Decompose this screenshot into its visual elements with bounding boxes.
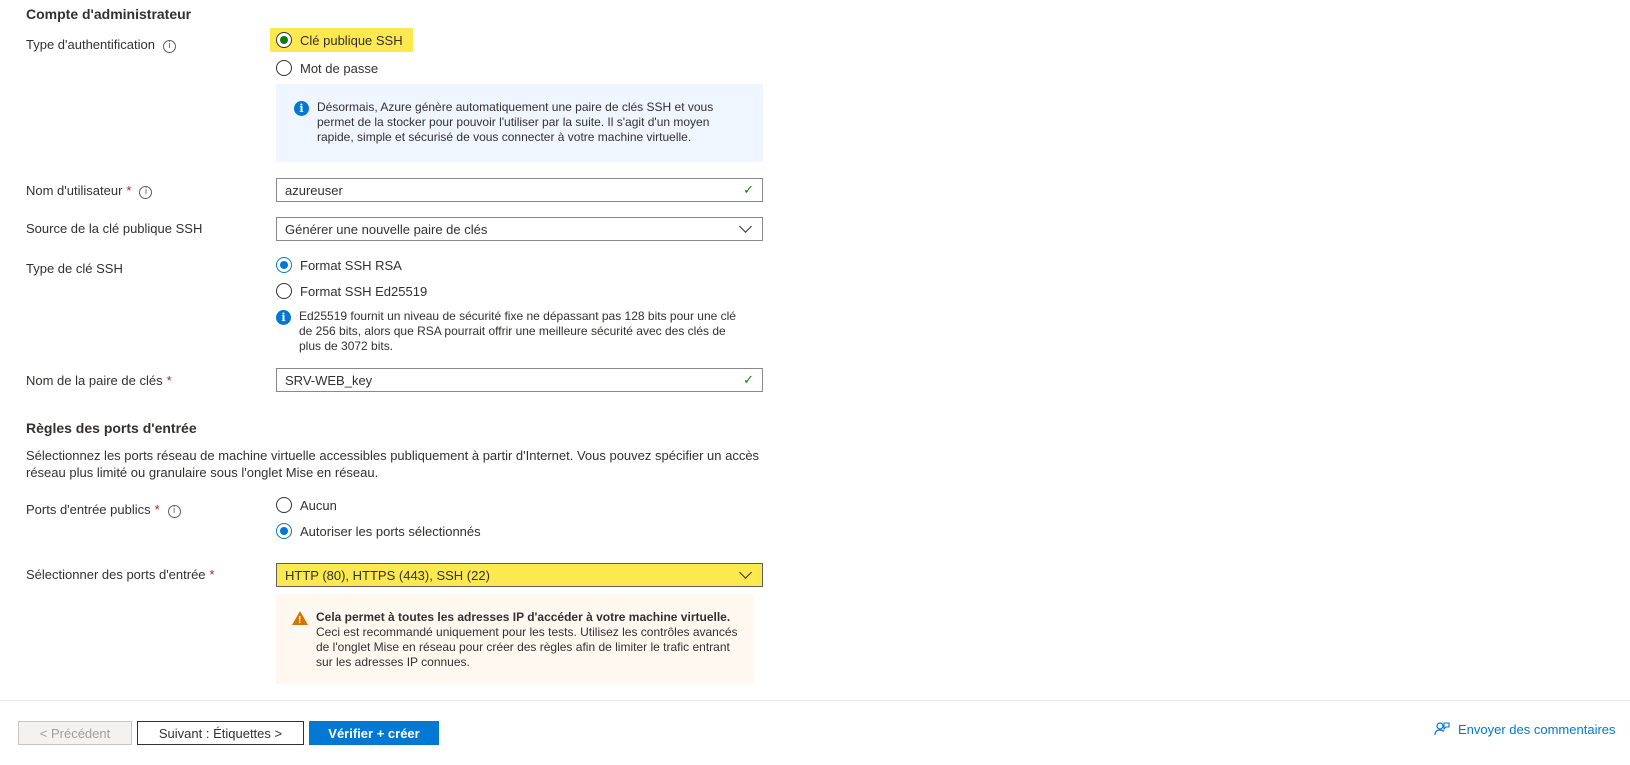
- radio-checked-icon[interactable]: [276, 32, 292, 48]
- ssh-info-box: [276, 84, 763, 162]
- feedback-label: Envoyer des commentaires: [1458, 721, 1616, 737]
- radio-label: Format SSH Ed25519: [300, 283, 428, 299]
- radio-label: Clé publique SSH: [300, 32, 403, 48]
- previous-button[interactable]: < Précédent: [18, 721, 132, 745]
- key-type-label: Type de clé SSH: [26, 261, 123, 276]
- radio-label: Aucun: [300, 497, 337, 513]
- feedback-icon: [1434, 721, 1450, 737]
- radio-checked-icon[interactable]: [276, 523, 292, 539]
- radio-label: Mot de passe: [300, 60, 379, 76]
- radio-label: Autoriser les ports sélectionnés: [300, 523, 481, 539]
- feedback-link[interactable]: [1434, 721, 1616, 737]
- info-filled-icon: i: [276, 310, 291, 325]
- radio-ssh-rsa[interactable]: [276, 257, 402, 273]
- key-pair-label: Nom de la paire de clés *: [26, 373, 172, 388]
- warning-title: Cela permet à toutes les adresses IP d'accéder à votre machine virtuelle.: [316, 610, 731, 624]
- ports-section-title: Règles des ports d'entrée: [26, 420, 197, 436]
- key-pair-input[interactable]: SRV-WEB_key ✓: [276, 368, 763, 392]
- check-icon: ✓: [743, 182, 754, 197]
- key-type-info: [276, 309, 746, 354]
- select-ports-dropdown[interactable]: HTTP (80), HTTPS (443), SSH (22): [276, 563, 763, 587]
- review-create-button[interactable]: Vérifier + créer: [309, 721, 439, 745]
- key-type-info-text: Ed25519 fournit un niveau de sécurité fixe ne dépassant pas 128 bits pour une clé de 256 bits, alors que RSA pourrait offrir une meilleure sécurité avec des clés de plus de 3072 bits.: [299, 309, 736, 353]
- radio-ssh-public-key[interactable]: [270, 28, 413, 52]
- footer-separator: [0, 700, 1630, 701]
- public-ports-label: Ports d'entrée publics * i: [26, 502, 181, 518]
- username-label: Nom d'utilisateur * i: [26, 183, 152, 199]
- auth-type-label: Type d'authentification i: [26, 37, 176, 53]
- radio-unchecked-icon[interactable]: [276, 60, 292, 76]
- radio-unchecked-icon[interactable]: [276, 497, 292, 513]
- warning-text: Ceci est recommandé uniquement pour les tests. Utilisez les contrôles avancés de l'onglet Mise en réseau pour créer des règles afin de limiter le trafic entrant sur les adresses IP connues.: [316, 625, 738, 669]
- radio-allow-selected[interactable]: [276, 523, 481, 539]
- info-icon[interactable]: i: [139, 186, 152, 199]
- warning-box: [276, 594, 754, 684]
- ports-description: Sélectionnez les ports réseau de machine virtuelle accessibles publiquement à partir d'Internet. Vous pouvez spécifier un accès réseau plus limité ou granulaire sous l'onglet Mise en réseau.: [26, 448, 760, 480]
- username-input[interactable]: azureuser ✓: [276, 178, 763, 202]
- radio-ssh-ed25519[interactable]: [276, 283, 427, 299]
- key-source-dropdown[interactable]: Générer une nouvelle paire de clés: [276, 217, 763, 241]
- info-icon[interactable]: i: [163, 40, 176, 53]
- check-icon: ✓: [743, 372, 754, 387]
- info-icon[interactable]: i: [168, 505, 181, 518]
- warning-icon: !: [292, 611, 308, 625]
- radio-label: Format SSH RSA: [300, 257, 402, 273]
- select-ports-label: Sélectionner des ports d'entrée *: [26, 567, 215, 582]
- radio-unchecked-icon[interactable]: [276, 283, 292, 299]
- chevron-down-icon: [739, 566, 752, 579]
- radio-none[interactable]: [276, 497, 337, 513]
- radio-password[interactable]: [276, 60, 378, 76]
- radio-checked-icon[interactable]: [276, 257, 292, 273]
- ssh-info-text: Désormais, Azure génère automatiquement une paire de clés SSH et vous permet de la stocker pour pouvoir l'utiliser par la suite. Il s'agit d'un moyen rapide, simple et sécurisé de vous connecter à votre machine virtuelle.: [317, 100, 714, 144]
- info-filled-icon: i: [294, 101, 309, 116]
- key-source-label: Source de la clé publique SSH: [26, 221, 203, 236]
- chevron-down-icon: [739, 220, 752, 233]
- next-tags-button[interactable]: Suivant : Étiquettes >: [137, 721, 304, 745]
- admin-section-title: Compte d'administrateur: [26, 6, 192, 22]
